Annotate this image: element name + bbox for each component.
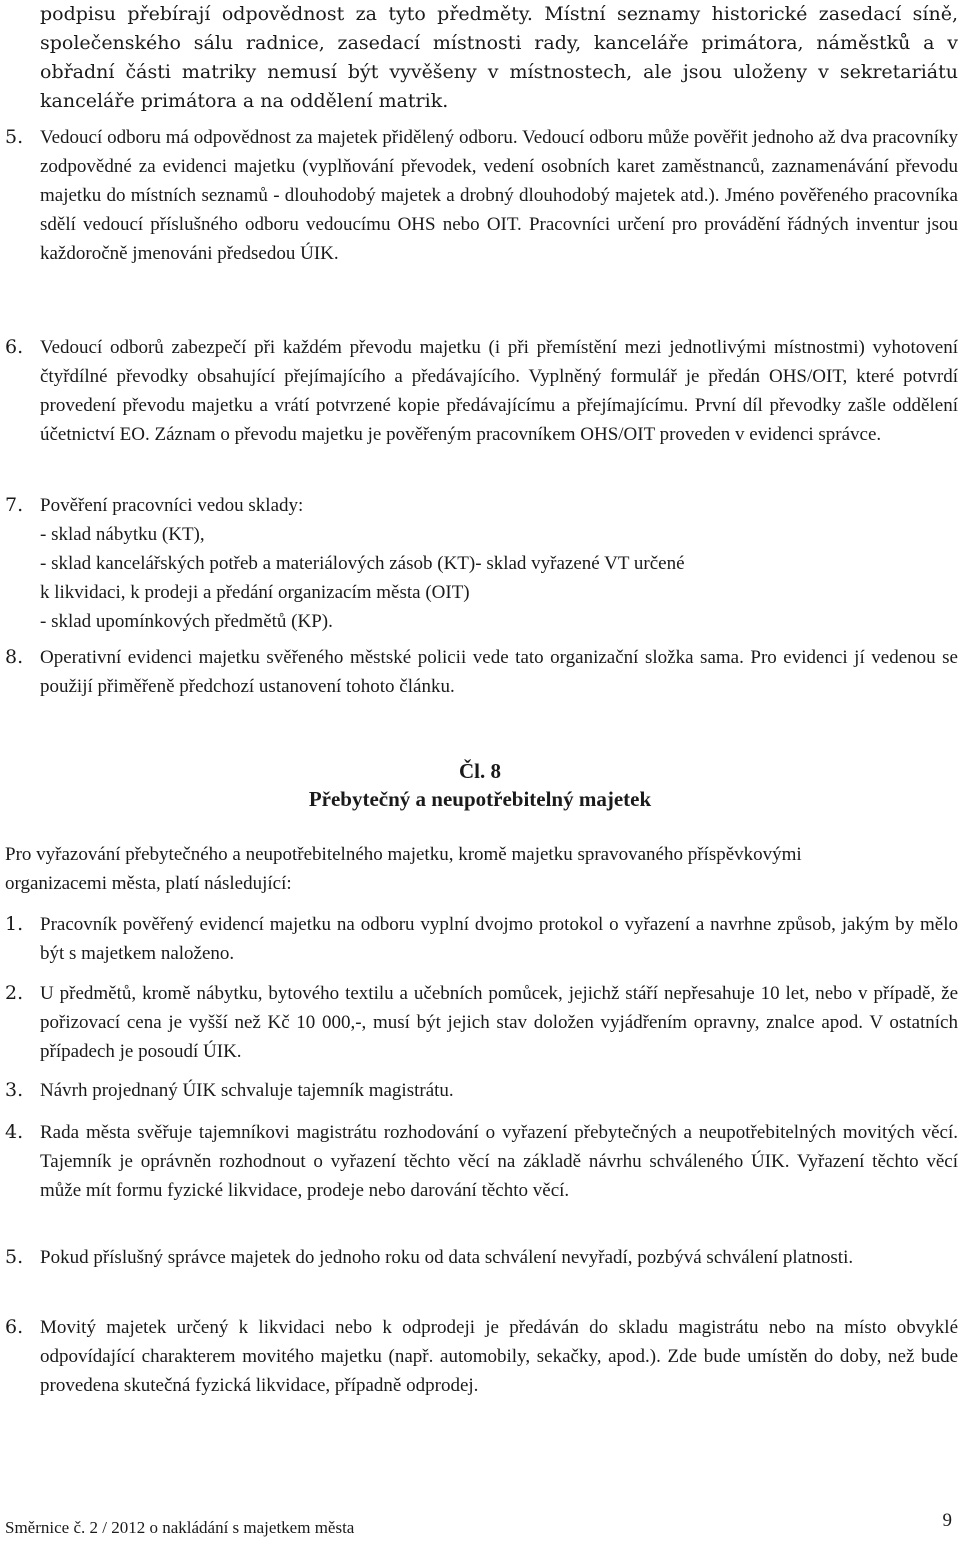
item-text: Rada města svěřuje tajemníkovi magistrátu rozhodování o vyřazení přebytečných a neupotřebitelných movitých věcí. Tajemník je oprávněn rozhodnout o vyřazení těchto věcí na základě návrhu schváleného ÚIK. Vyřazení těchto věcí může mít formu fyzické likvidace, prodeje nebo darování těchto věcí. <box>40 1122 958 1201</box>
item-text: Movitý majetek určený k likvidaci nebo k odprodeji je předáván do skladu magistrátu nebo na místo obvyklé odpovídající charakterem movitého majetku (např. automobily, sekačky, apod.). Zde bude umístěn do doby, než bude provedena skutečná fyzická likvidace, případně odprodej. <box>40 1317 958 1396</box>
item-number: 4. <box>5 1121 24 1143</box>
item-text: Návrh projednaný ÚIK schvaluje tajemník magistrátu. <box>40 1080 454 1101</box>
item-text: Vedoucí odborů zabezpečí při každém převodu majetku (i při přemístění mezi jednotlivými místnostmi) vyhotovení čtyřdílné převodky obsahující přejímajícího a předávajícího. Vyplněný formulář je předán OHS/OIT, které potvrdí provedení převodu majetku a vrátí potvrzené kopie předávajícímu a přejímajícímu. První díl převodky zašle oddělení účetnictví EO. Záznam o převodu majetku je pověřeným pracovníkem OHS/OIT proveden v evidenci správce. <box>40 337 958 445</box>
item-line: k likvidaci, k prodeji a předání organizacím města (OIT) <box>40 582 470 603</box>
paragraph-line: kanceláře primátora a na oddělení matrik. <box>40 90 449 112</box>
item-number: 5. <box>5 126 24 148</box>
item-text: Pokud příslušný správce majetek do jednoho roku od data schválení nevyřadí, pozbývá schválení platnosti. <box>40 1247 854 1268</box>
item-number: 2. <box>5 982 24 1004</box>
article-number: Čl. 8 <box>459 759 501 783</box>
paragraph-line: společenského sálu radnice, zasedací místnosti rady, kanceláře primátora, náměstků a v <box>40 32 958 54</box>
item-text: Operativní evidenci majetku svěřeného městské policii vede tato organizační složka sama. Pro evidenci jí vedenou se použijí přiměřeně předchozí ustanovení tohoto článku. <box>40 647 958 697</box>
list-item <box>5 979 958 1066</box>
item-number: 7. <box>5 494 24 516</box>
intro-paragraph: Pro vyřazování přebytečného a neupotřebitelného majetku, kromě majetku spravovaného příspěvkovými organizacemi města, platí následující: <box>5 844 802 894</box>
item-number: 5. <box>5 1246 24 1268</box>
paragraph-line: podpisu přebírají odpovědnost za tyto předměty. Místní seznamy historické zasedací síně, <box>40 3 958 25</box>
page-number: 9 <box>942 1510 952 1531</box>
item-number: 6. <box>5 336 24 358</box>
item-number: 6. <box>5 1316 24 1338</box>
paragraph-line: obřadní části matriky nemusí být vyvěšeny v místnostech, ale jsou uloženy v sekretariátu <box>40 61 958 83</box>
item-line: - sklad upomínkových předmětů (KP). <box>40 611 333 632</box>
list-item <box>5 123 958 268</box>
list-item <box>5 333 958 449</box>
footer-document-title: Směrnice č. 2 / 2012 o nakládání s majetkem města <box>5 1518 355 1537</box>
list-item <box>5 1118 958 1205</box>
list-item <box>5 1243 958 1272</box>
list-item <box>5 910 958 968</box>
article-title: Přebytečný a neupotřebitelný majetek <box>308 787 652 811</box>
item-text: Vedoucí odboru má odpovědnost za majetek přidělený odboru. Vedoucí odboru může pověřit jednoho až dva pracovníky zodpovědné za evidenci majetku (vyplňování převodek, vedení osobních karet zaměstnanců, zaznamenávání převodu majetku do místních seznamů - dlouhodobý majetek a drobný dlouhodobý majetek atd.). Jméno pověřeného pracovníka sdělí vedoucí příslušného odboru vedoucímu OHS nebo OIT. Pracovníci určení pro provádění řádných inventur jsou každoročně jmenováni předsedou ÚIK. <box>40 127 958 264</box>
item-number: 3. <box>5 1079 24 1101</box>
list-item <box>5 1313 958 1400</box>
item-number: 8. <box>5 646 24 668</box>
item-line: Pověření pracovníci vedou sklady: <box>40 495 304 516</box>
list-item <box>5 643 958 701</box>
continuation-paragraph <box>40 0 958 116</box>
item-text: U předmětů, kromě nábytku, bytového textilu a učebních pomůcek, jejichž stáří nepřesahuje 10 let, nebo v případě, že pořizovací cena je vyšší než Kč 10 000,-, musí být jejich stav doložen vyjádřením opravny, znalce apod. V ostatních případech je posoudí ÚIK. <box>40 983 958 1062</box>
list-item <box>5 1076 958 1105</box>
item-line: - sklad nábytku (KT), <box>40 524 205 545</box>
item-text: Pracovník pověřený evidencí majetku na odboru vyplní dvojmo protokol o vyřazení a navrhne způsob, jakým by mělo být s majetkem naloženo. <box>40 914 958 964</box>
item-number: 1. <box>5 913 24 935</box>
item-line: - sklad kancelářských potřeb a materiálových zásob (KT)- sklad vyřazené VT určené <box>40 553 685 574</box>
list-item <box>5 491 958 636</box>
item-text <box>40 491 958 636</box>
